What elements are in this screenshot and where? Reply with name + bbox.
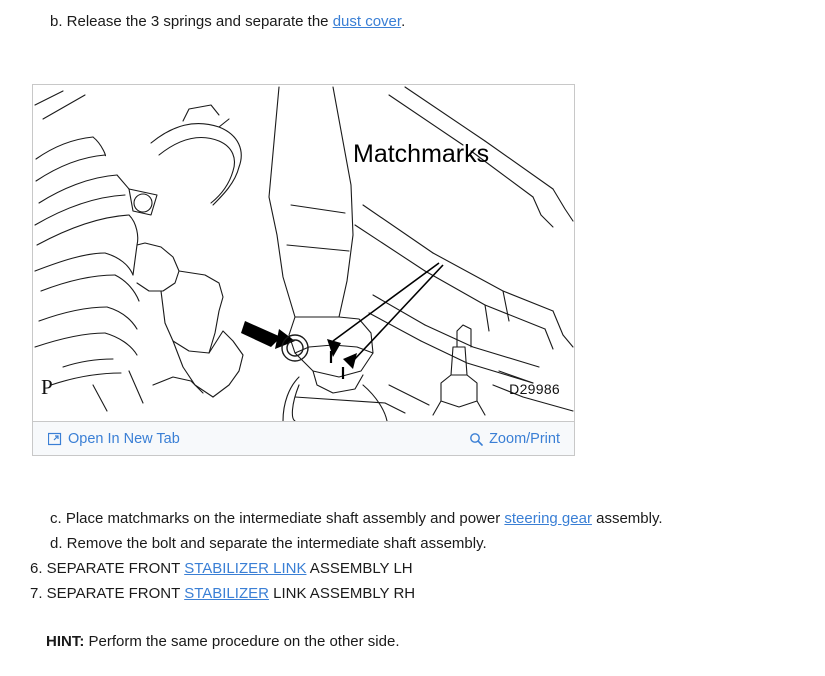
magnifier-icon (468, 431, 483, 446)
step-d-text: d. Remove the bolt and separate the intermediate shaft assembly. (50, 535, 487, 552)
step-b-suffix: . (401, 13, 406, 30)
dust-cover-link[interactable]: dust cover (332, 13, 402, 30)
step-6-text (30, 559, 413, 579)
step-c-suffix: assembly. (591, 510, 663, 527)
figure-panel (32, 84, 575, 456)
step-b-prefix: b. Release the 3 springs and separate the (50, 13, 333, 30)
step-7-prefix: 7. SEPARATE FRONT (30, 585, 185, 602)
step-6-suffix: ASSEMBLY LH (306, 560, 413, 577)
step-6-prefix: 6. SEPARATE FRONT (30, 560, 185, 577)
step-7-suffix: LINK ASSEMBLY RH (268, 585, 416, 602)
figure-illustration (33, 85, 574, 421)
open-in-new-tab-label: Open In New Tab (68, 430, 180, 447)
open-in-new-tab-button[interactable] (47, 431, 180, 447)
zoom-print-label: Zoom/Print (489, 430, 560, 447)
zoom-print-button[interactable] (468, 431, 560, 447)
step-7-text (30, 584, 415, 604)
new-tab-icon (47, 431, 62, 446)
figure-matchmarks-label: Matchmarks (353, 140, 490, 168)
step-c-prefix: c. Place matchmarks on the intermediate shaft assembly and power (50, 510, 505, 527)
steering-gear-link[interactable]: steering gear (504, 510, 592, 527)
step-c-text (50, 509, 663, 529)
stabilizer-link-lh-link[interactable]: STABILIZER LINK (184, 560, 307, 577)
step-b-text (50, 12, 405, 32)
hint-body: Perform the same procedure on the other side. (84, 633, 400, 650)
stabilizer-rh-link[interactable]: STABILIZER (184, 585, 269, 602)
figure-corner-letter: P (41, 375, 53, 399)
hint-text (46, 633, 400, 650)
hint-label: HINT: (46, 633, 85, 650)
figure-code: D29986 (509, 381, 560, 397)
figure-toolbar (33, 421, 574, 455)
